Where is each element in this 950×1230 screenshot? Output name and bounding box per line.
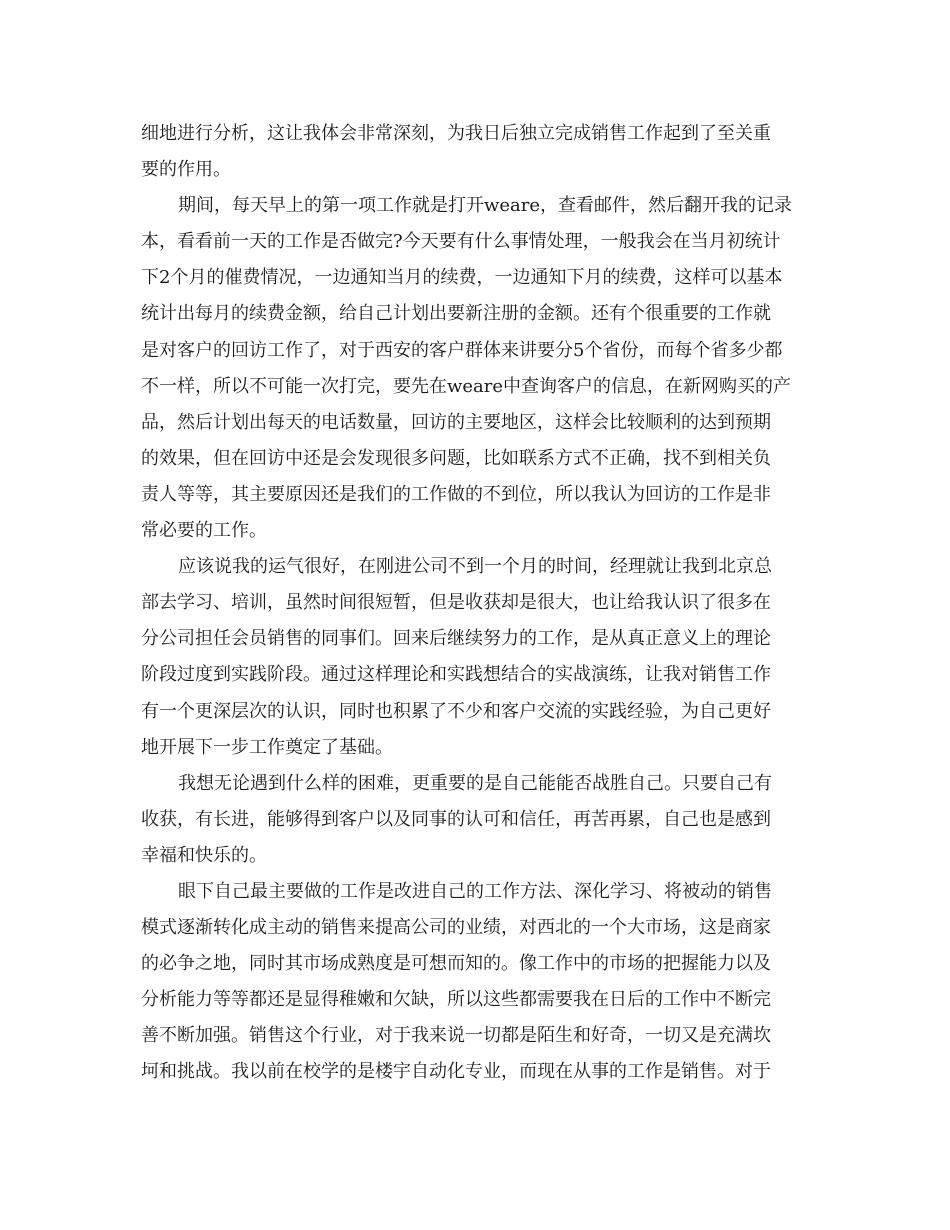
text-line: 部去学习、培训，虽然时间很短暂，但是收获却是很大，也让给我认识了很多在	[141, 592, 771, 614]
text-line: 分公司担任会员销售的同事们。回来后继续努力的工作，是从真正意义上的理论	[141, 628, 771, 650]
paragraph-first-line: 我想无论遇到什么样的困难，更重要的是自己能能否战胜自己。只要自己有	[178, 772, 772, 794]
text-line: 善不断加强。销售这个行业，对于我来说一切都是陌生和好奇，一切又是充满坎	[141, 1025, 771, 1047]
text-line: 不一样，所以不可能一次打完，要先在weare中查询客户的信息，在新网购买的产	[141, 375, 792, 397]
text-line: 地开展下一步工作奠定了基础。	[141, 736, 393, 758]
text-line: 模式逐渐转化成主动的销售来提高公司的业绩，对西北的一个大市场，这是商家	[141, 917, 771, 939]
text-line: 品，然后计划出每天的电话数量，回访的主要地区，这样会比较顺利的达到预期	[141, 411, 771, 433]
text-line: 阶段过度到实践阶段。通过这样理论和实践想结合的实战演练，让我对销售工作	[141, 664, 771, 686]
text-line: 本，看看前一天的工作是否做完?今天要有什么事情处理，一般我会在当月初统计	[141, 231, 781, 253]
text-line: 收获，有长进，能够得到客户以及同事的认可和信任，再苦再累，自己也是感到	[141, 808, 771, 830]
text-line: 的效果，但在回访中还是会发现很多问题，比如联系方式不正确，找不到相关负	[141, 447, 771, 469]
text-line: 分析能力等等都还是显得稚嫩和欠缺，所以这些都需要我在日后的工作中不断完	[141, 989, 771, 1011]
text-line: 有一个更深层次的认识，同时也积累了不少和客户交流的实践经验，为自己更好	[141, 700, 771, 722]
text-line: 要的作用。	[141, 159, 231, 181]
text-line: 幸福和快乐的。	[141, 844, 267, 866]
paragraph-first-line: 眼下自己最主要做的工作是改进自己的工作方法、深化学习、将被动的销售	[178, 880, 772, 902]
paragraph-first-line: 应该说我的运气很好，在刚进公司不到一个月的时间，经理就让我到北京总	[178, 556, 772, 578]
text-line: 是对客户的回访工作了，对于西安的客户群体来讲要分5个省份，而每个省多少都	[141, 339, 783, 361]
text-line: 细地进行分析，这让我体会非常深刻，为我日后独立完成销售工作起到了至关重	[141, 123, 771, 144]
text-line: 责人等等，其主要原因还是我们的工作做的不到位，所以我认为回访的工作是非	[141, 483, 771, 505]
text-line: 常必要的工作。	[141, 520, 267, 542]
document-body	[141, 116, 801, 1091]
text-line: 下2个月的催费情况，一边通知当月的续费，一边通知下月的续费，这样可以基本	[141, 267, 783, 289]
paragraph-first-line: 期间，每天早上的第一项工作就是打开weare，查看邮件，然后翻开我的记录	[178, 195, 793, 217]
text-line: 坷和挑战。我以前在校学的是楼宇自动化专业，而现在从事的工作是销售。对于	[141, 1061, 771, 1083]
text-line: 统计出每月的续费金额，给自己计划出要新注册的金额。还有个很重要的工作就	[141, 303, 771, 325]
text-line: 的必争之地，同时其市场成熟度是可想而知的。像工作中的市场的把握能力以及	[141, 953, 771, 975]
